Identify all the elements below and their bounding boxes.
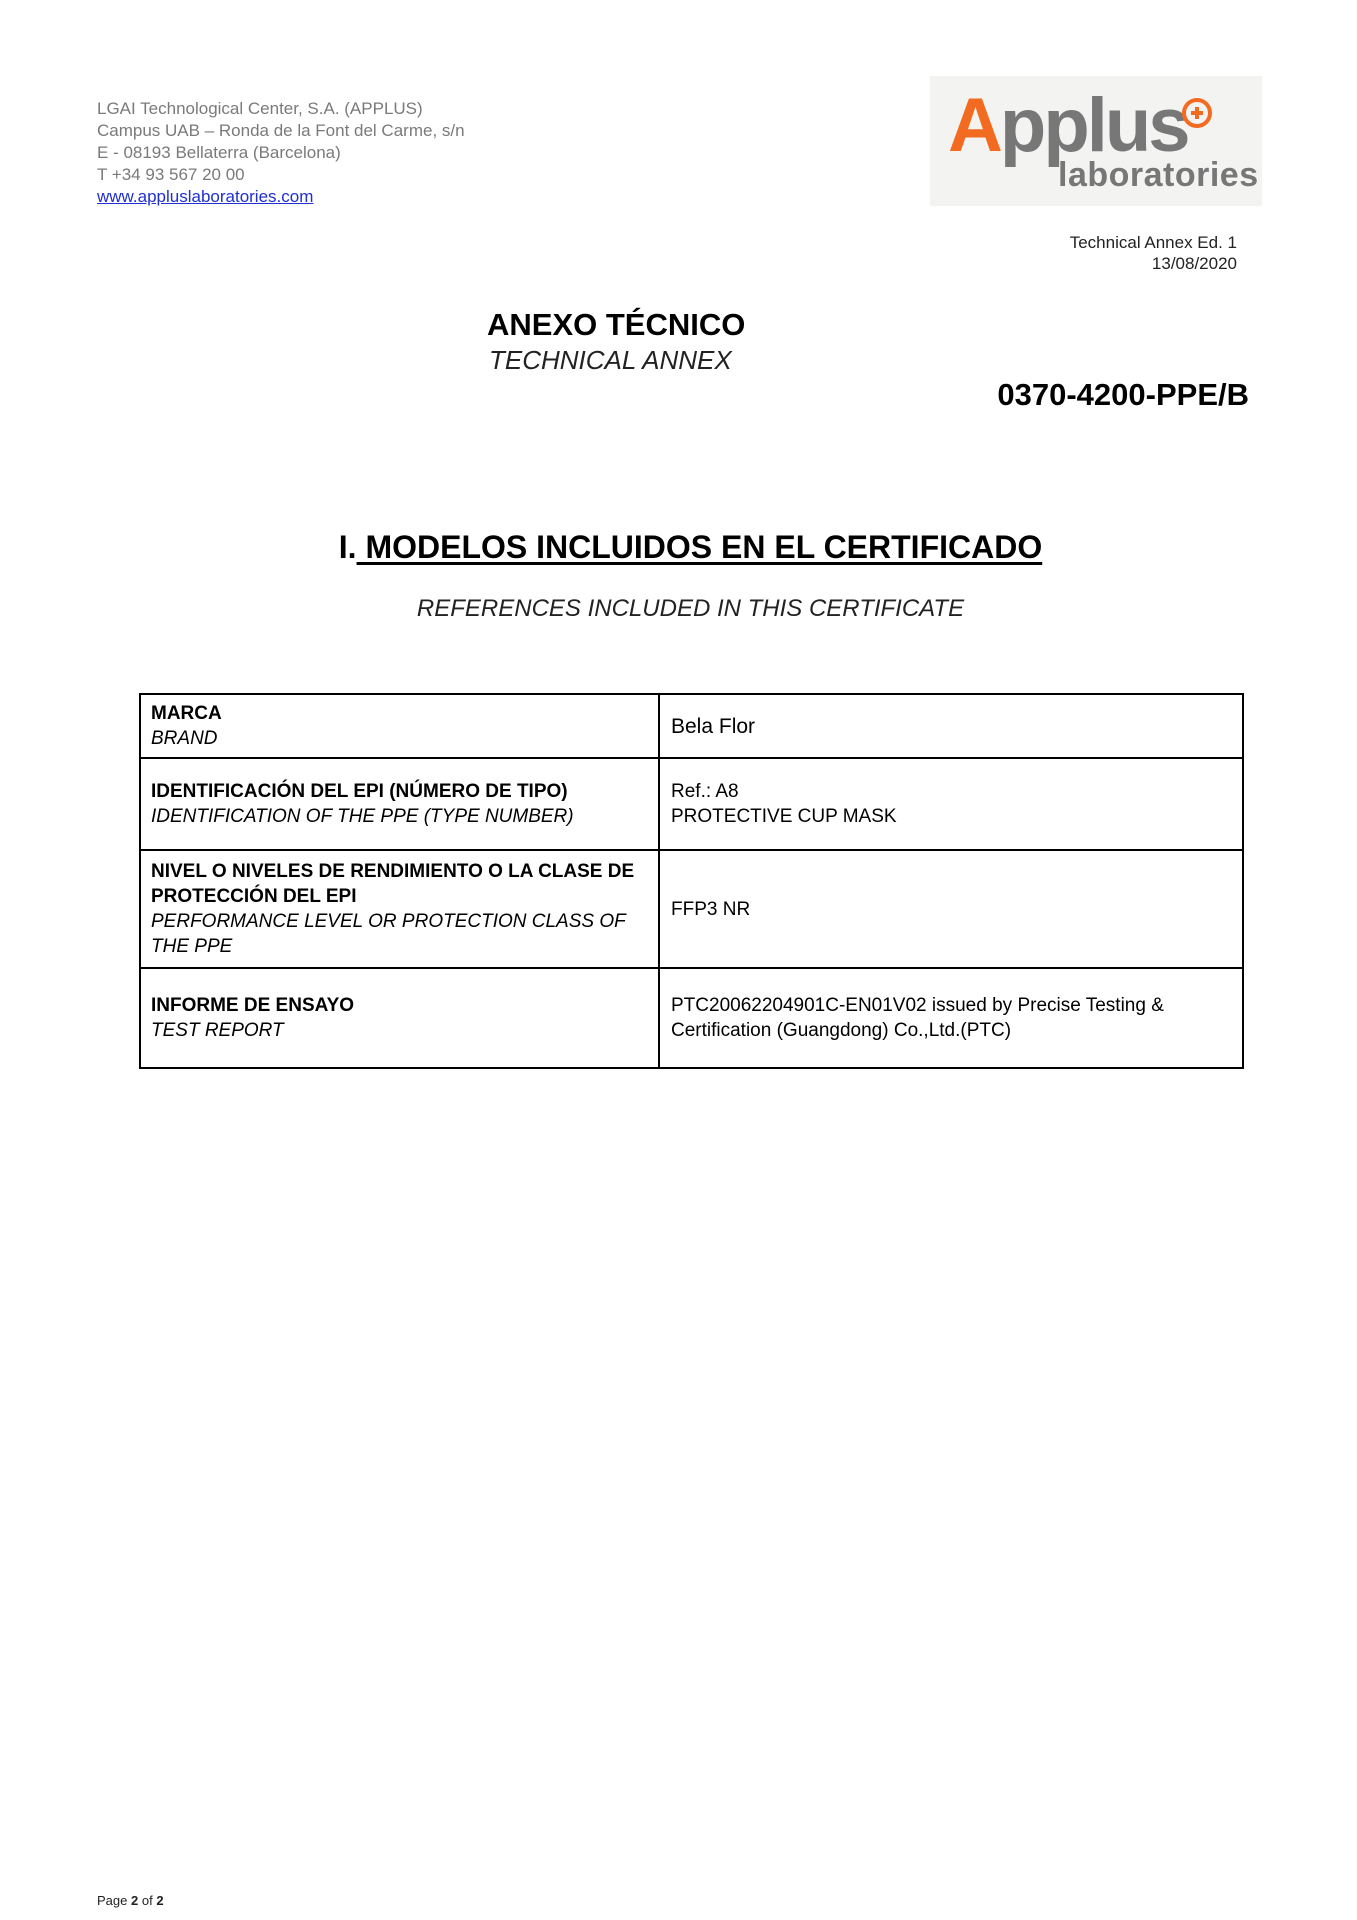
row-label bbox=[140, 758, 659, 850]
label-english: PERFORMANCE LEVEL OR PROTECTION CLASS OF THE PPE bbox=[151, 911, 626, 957]
annex-edition: Technical Annex Ed. 1 bbox=[1069, 233, 1237, 252]
address-line: Campus UAB – Ronda de la Font del Carme, s/n bbox=[97, 121, 465, 140]
document-subtitle: TECHNICAL ANNEX bbox=[489, 345, 732, 375]
address-line: LGAI Technological Center, S.A. (APPLUS) bbox=[97, 99, 423, 118]
logo-wordmark: Applus bbox=[948, 83, 1188, 168]
current-page: 2 bbox=[131, 1893, 139, 1908]
label-english: BRAND bbox=[151, 728, 218, 749]
row-label bbox=[140, 968, 659, 1068]
label-spanish: MARCA bbox=[151, 703, 222, 724]
row-label bbox=[140, 850, 659, 968]
row-label bbox=[140, 694, 659, 758]
table-row bbox=[140, 968, 1243, 1068]
section-title-text: MODELOS INCLUIDOS EN EL CERTIFICADO bbox=[356, 529, 1043, 565]
label-spanish: INFORME DE ENSAYO bbox=[151, 995, 355, 1016]
value-line: FFP3 NR bbox=[671, 898, 751, 920]
references-table bbox=[139, 693, 1244, 1069]
sender-address bbox=[97, 98, 465, 208]
value-line: Ref.: A8 bbox=[671, 781, 739, 802]
plus-circle-icon bbox=[1182, 98, 1212, 128]
value-line: Bela Flor bbox=[671, 714, 756, 738]
table-row bbox=[140, 850, 1243, 968]
row-value bbox=[659, 758, 1243, 850]
section-title bbox=[0, 528, 1357, 566]
row-value bbox=[659, 850, 1243, 968]
logo-subtitle: laboratories bbox=[1058, 156, 1259, 194]
certificate-number: 0370-4200-PPE/B bbox=[997, 377, 1249, 412]
label-english: IDENTIFICATION OF THE PPE (TYPE NUMBER) bbox=[151, 806, 574, 827]
table-row bbox=[140, 758, 1243, 850]
row-value bbox=[659, 694, 1243, 758]
value-line: PTC20062204901C-EN01V02 issued by Precise Testing & Certification (Guangdong) Co.,Ltd.(PTC) bbox=[671, 995, 1164, 1041]
address-line: T +34 93 567 20 00 bbox=[97, 165, 245, 184]
annex-edition-block bbox=[1070, 232, 1237, 274]
row-value bbox=[659, 968, 1243, 1068]
page-number-footer: Page 2 of 2 bbox=[97, 1893, 164, 1908]
address-line: E - 08193 Bellaterra (Barcelona) bbox=[97, 143, 341, 162]
applus-laboratories-logo bbox=[930, 76, 1262, 206]
label-spanish: NIVEL O NIVELES DE RENDIMIENTO O LA CLASE DE PROTECCIÓN DEL EPI bbox=[151, 861, 635, 907]
label-spanish: IDENTIFICACIÓN DEL EPI (NÚMERO DE TIPO) bbox=[151, 781, 568, 802]
label-english: TEST REPORT bbox=[151, 1020, 284, 1041]
annex-date: 13/08/2020 bbox=[1151, 254, 1237, 273]
website-link[interactable]: www.appluslaboratories.com bbox=[97, 187, 314, 206]
document-title: ANEXO TÉCNICO bbox=[487, 307, 746, 342]
value-line: PROTECTIVE CUP MASK bbox=[671, 806, 897, 827]
table-row bbox=[140, 694, 1243, 758]
total-pages: 2 bbox=[156, 1893, 164, 1908]
section-subtitle: REFERENCES INCLUDED IN THIS CERTIFICATE bbox=[416, 595, 965, 622]
section-number: I. bbox=[338, 529, 357, 565]
